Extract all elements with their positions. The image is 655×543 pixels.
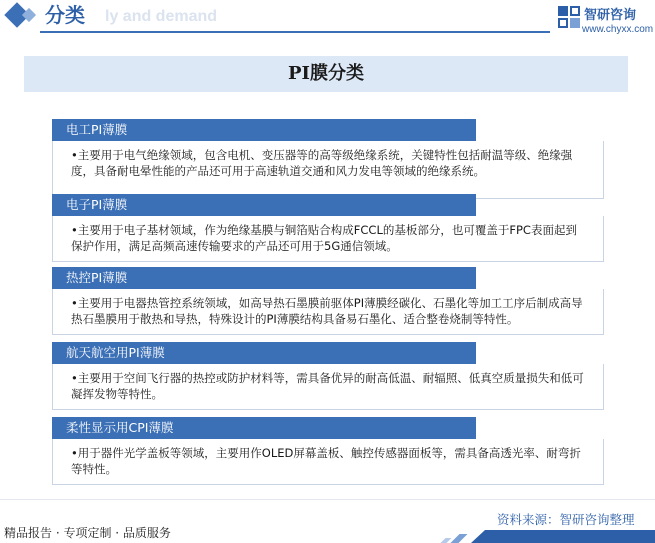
footer-slogan: 精品报告 · 专项定制 · 品质服务 [4, 526, 171, 540]
category-heading: 电工PI薄膜 [52, 119, 476, 141]
logo-icon [558, 6, 580, 28]
footer-divider [0, 499, 655, 500]
diagram-title: PI膜分类 [24, 56, 628, 92]
footer-bar [200, 530, 655, 543]
category-heading: 柔性显示用CPI薄膜 [52, 417, 476, 439]
category-description [52, 141, 604, 199]
section-title: 分类 [45, 3, 85, 27]
header-divider [40, 31, 550, 33]
category-heading: 热控PI薄膜 [52, 267, 476, 289]
logo-url: www.chyxx.com [582, 24, 654, 35]
header-watermark: ly and demand [105, 8, 218, 25]
category-description [52, 289, 604, 335]
category-description-text: •主要用于电子基材领域，作为绝缘基膜与铜箔贴合构成FCCL的基板部分，也可覆盖于FPC表面起到保护作用，满足高频高速传输要求的产品还可用于5G通信领域。 [71, 223, 577, 253]
category-description [52, 216, 604, 262]
category-heading: 航天航空用PI薄膜 [52, 342, 476, 364]
category-description-text: •主要用于空间飞行器的热控或防护材料等，需具备优异的耐高低温、耐辐照、低真空质量损失和低可凝挥发物等特性。 [71, 371, 584, 401]
category-description-text: •主要用于电气绝缘领域，包含电机、变压器等的高等级绝缘系统，关键特性包括耐温等级、绝缘强度，具备耐电晕性能的产品还可用于高速轨道交通和风力发电等领域的绝缘系统。 [71, 148, 573, 178]
category-description-text: •用于器件光学盖板等领域，主要用作OLED屏幕盖板、触控传感器面板等，需具备高透光率、耐弯折等特性。 [71, 446, 581, 476]
category-heading: 电子PI薄膜 [52, 194, 476, 216]
logo-name: 智研咨询 [584, 8, 637, 23]
category-description [52, 364, 604, 410]
source-note: 资料来源：智研咨询整理 [497, 512, 635, 527]
header [0, 0, 655, 34]
category-description [52, 439, 604, 485]
category-description-text: •主要用于电器热管控系统领域，如高导热石墨膜前驱体PI薄膜经碳化、石墨化等加工工序后制成高导热石墨膜用于散热和导热，特殊设计的PI薄膜结构具备易石墨化、适合整卷烧制等特性。 [71, 296, 583, 326]
